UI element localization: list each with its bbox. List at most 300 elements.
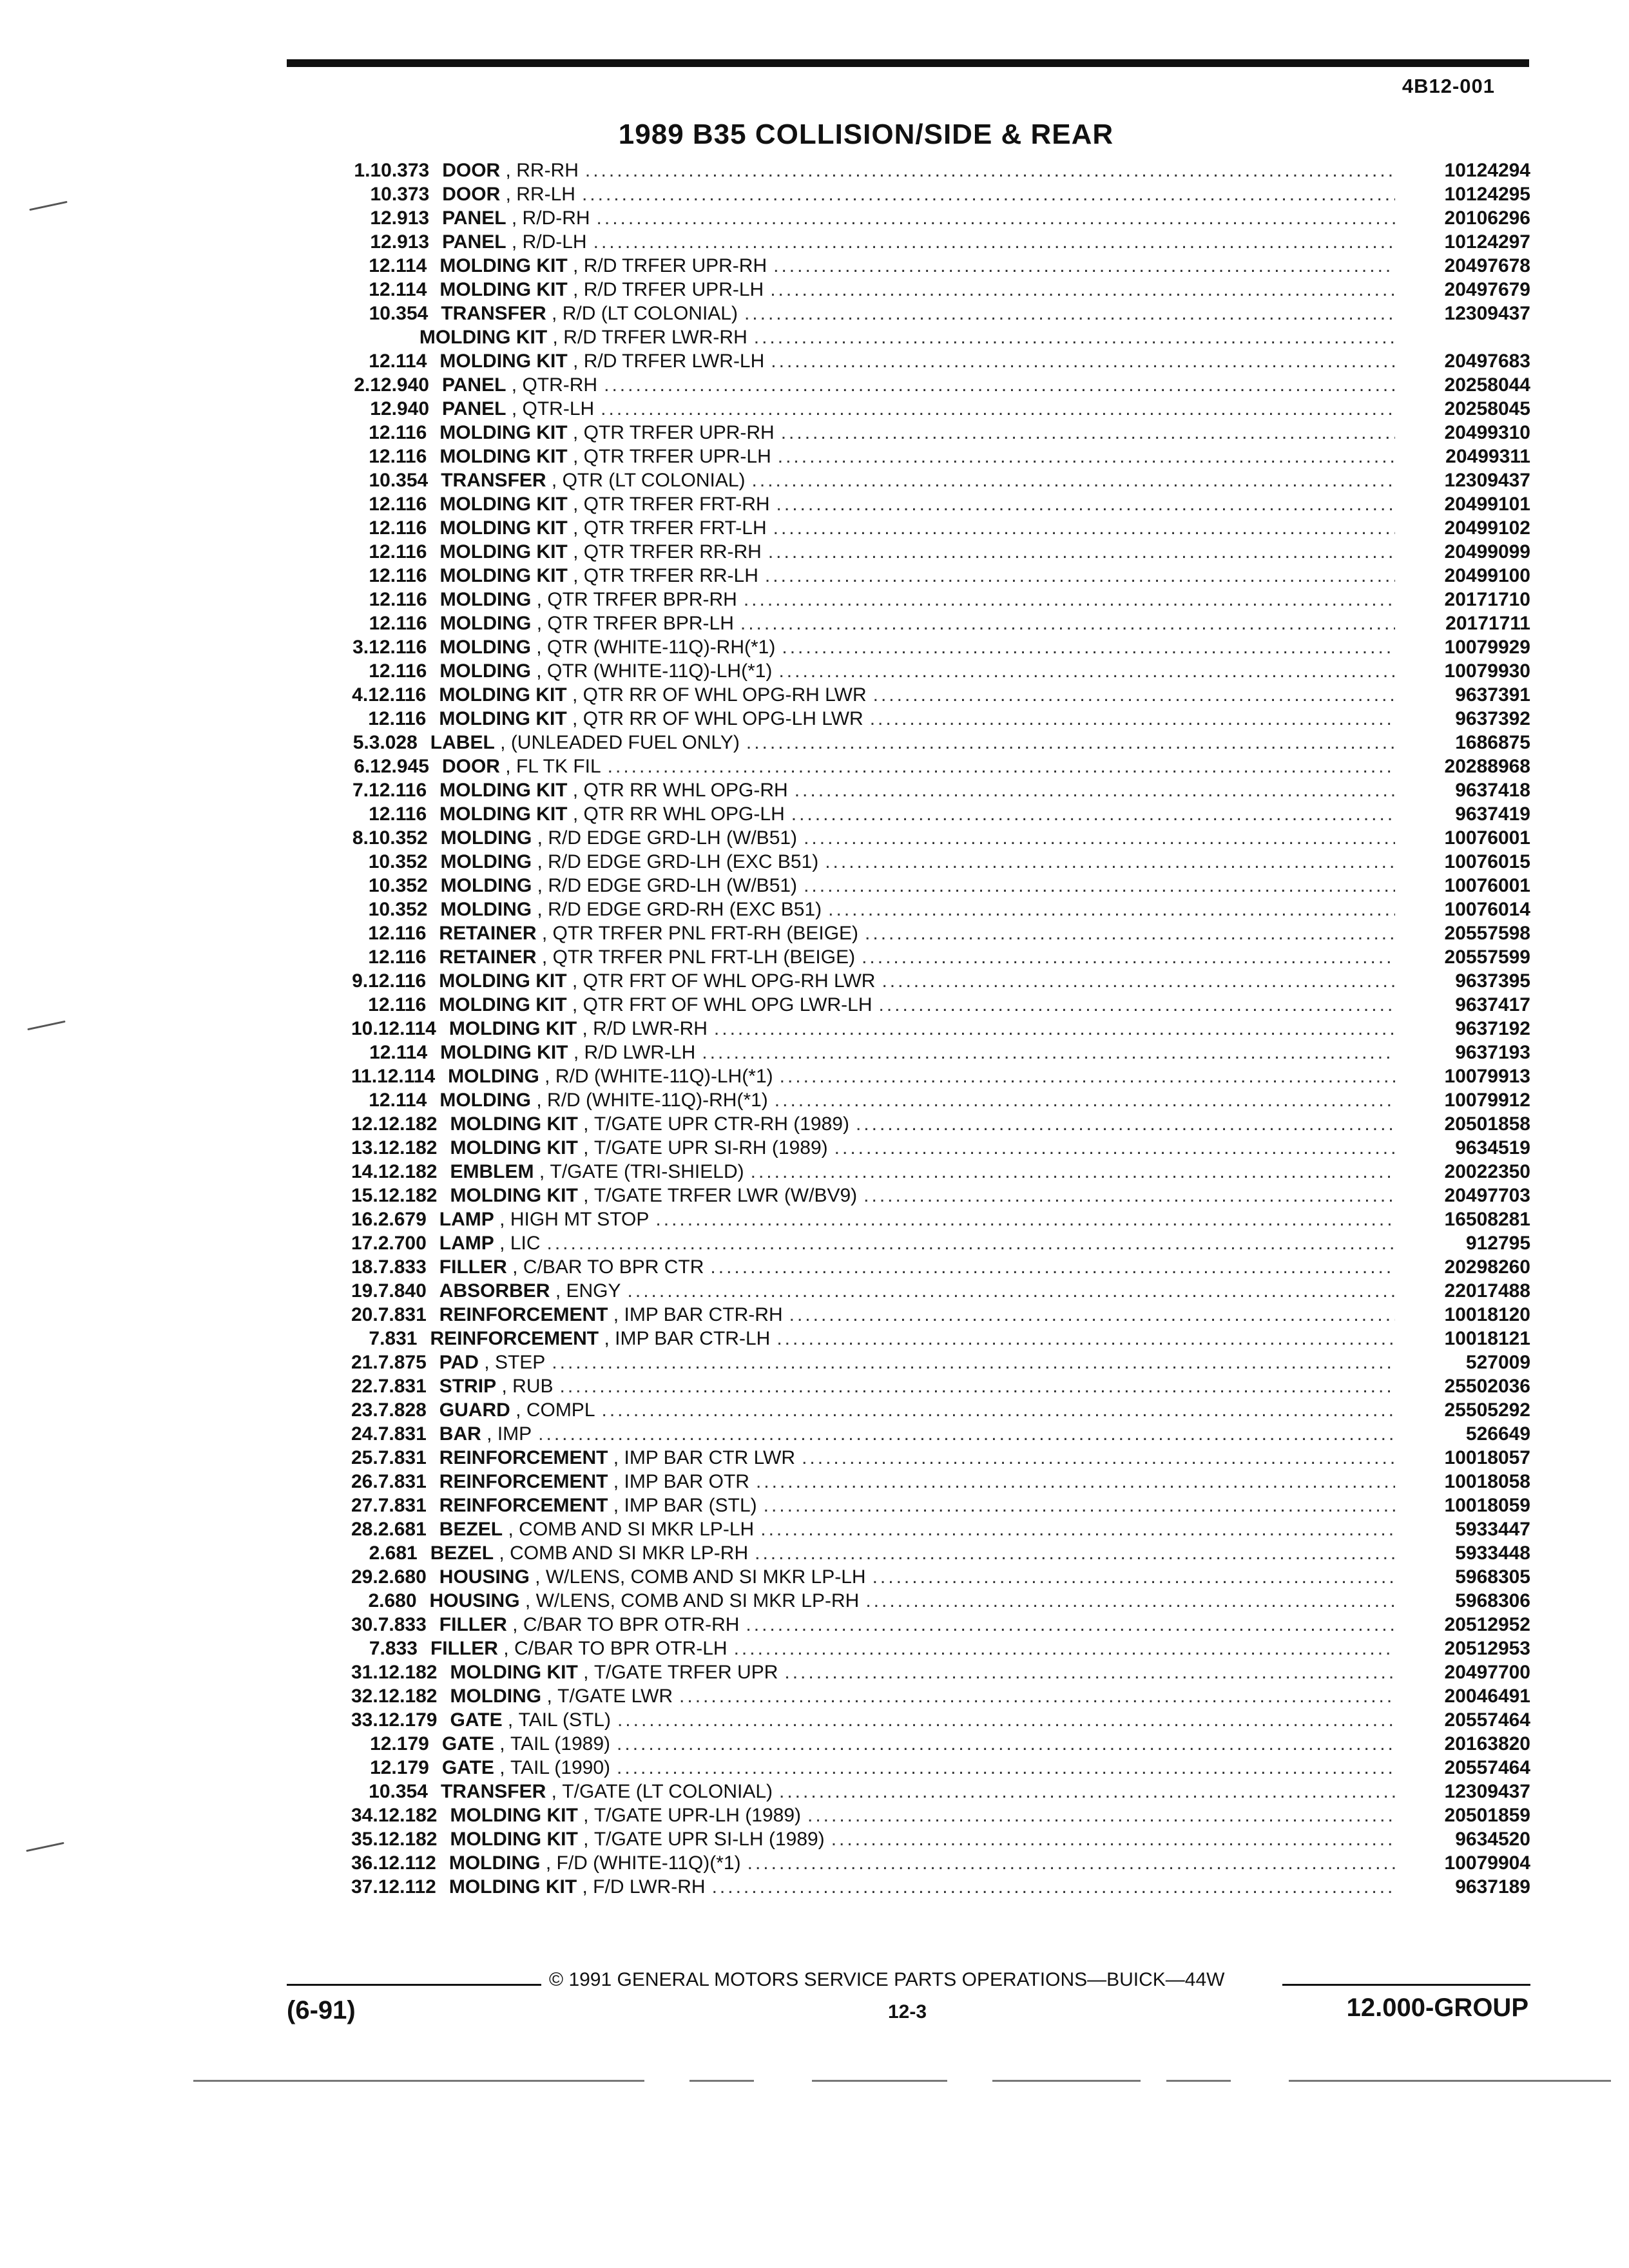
name-separator: , <box>500 184 517 205</box>
part-row <box>351 1851 1530 1875</box>
part-qualifier: C/BAR TO BPR CTR <box>523 1256 704 1278</box>
dot-leader <box>789 1303 1395 1327</box>
name-separator: , <box>608 1447 624 1468</box>
part-description <box>439 921 1402 945</box>
part-description <box>419 325 1402 349</box>
part-name: MOLDING KIT <box>419 327 548 348</box>
dot-leader <box>764 1494 1395 1517</box>
group-number: 7.833 <box>369 1638 418 1659</box>
dot-leader <box>775 1088 1395 1112</box>
item-ref-number: 37. <box>351 1876 378 1898</box>
part-qualifier: IMP BAR CTR LWR <box>624 1447 796 1468</box>
item-ref-number: 25. <box>351 1447 378 1468</box>
dot-leader <box>778 445 1395 468</box>
part-row <box>351 159 1530 182</box>
part-description <box>439 969 1402 993</box>
name-separator: , <box>567 541 584 562</box>
part-description <box>442 754 1402 778</box>
part-name: BAR <box>439 1423 481 1445</box>
dot-leader <box>770 278 1395 302</box>
part-name: REINFORCEMENT <box>439 1495 608 1516</box>
part-row <box>351 1088 1530 1112</box>
dot-leader <box>865 921 1395 945</box>
group-number: 12.116 <box>369 446 427 467</box>
scan-artifact-line <box>992 2080 1141 2082</box>
part-description <box>439 278 1402 302</box>
item-ref-number: 26. <box>351 1471 378 1492</box>
dot-leader <box>754 325 1395 349</box>
part-qualifier: R/D TRFER UPR-LH <box>583 279 764 300</box>
name-separator: , <box>577 1805 594 1826</box>
part-row <box>351 802 1530 826</box>
part-row <box>351 325 1530 349</box>
group-number: 10.354 <box>369 1781 428 1802</box>
part-description <box>442 206 1402 230</box>
name-separator: , <box>494 1542 510 1564</box>
part-qualifier: T/GATE (TRI-SHIELD) <box>550 1161 744 1182</box>
name-separator: , <box>532 851 548 872</box>
group-number: 12.945 <box>370 756 429 777</box>
footer-rule-left <box>287 1984 541 1986</box>
part-number: 20499099 <box>1444 541 1530 562</box>
name-separator: , <box>497 1638 514 1659</box>
part-name: BEZEL <box>439 1519 503 1540</box>
name-separator: , <box>530 637 547 658</box>
dot-leader <box>863 1184 1395 1207</box>
dot-leader <box>655 1207 1395 1231</box>
group-number: 12.182 <box>378 1686 438 1707</box>
dot-leader <box>778 659 1395 683</box>
part-name: MOLDING KIT <box>450 1829 578 1850</box>
part-name: MOLDING <box>448 1066 539 1087</box>
part-number: 20497683 <box>1444 351 1530 372</box>
name-separator: , <box>546 470 563 491</box>
part-name: REINFORCEMENT <box>439 1471 608 1492</box>
dot-leader <box>744 588 1395 611</box>
part-qualifier: QTR-LH <box>522 398 595 419</box>
group-number: 2.700 <box>378 1233 427 1254</box>
dot-leader <box>873 683 1395 707</box>
part-name: GUARD <box>439 1399 510 1421</box>
part-description <box>439 254 1402 278</box>
name-separator: , <box>506 1256 523 1278</box>
dot-leader <box>710 1255 1395 1279</box>
item-ref-number: 31. <box>351 1662 378 1683</box>
dot-leader <box>756 1470 1395 1494</box>
part-description <box>441 826 1402 850</box>
part-number: 10079912 <box>1444 1090 1530 1111</box>
part-row <box>351 1184 1530 1207</box>
name-separator: , <box>567 565 584 586</box>
group-number: 12.112 <box>378 1852 436 1874</box>
group-number: 12.116 <box>368 947 427 968</box>
part-row <box>351 1494 1530 1517</box>
group-number: 10.373 <box>370 160 430 181</box>
part-number: 20512953 <box>1444 1638 1530 1659</box>
part-row <box>351 492 1530 516</box>
part-row <box>351 1255 1530 1279</box>
punch-hole-mark <box>27 1021 65 1030</box>
part-number: 10124294 <box>1444 160 1530 181</box>
name-separator: , <box>499 756 516 777</box>
part-number: 9637417 <box>1455 994 1530 1015</box>
part-name: MOLDING KIT <box>448 1876 577 1898</box>
part-row <box>351 826 1530 850</box>
name-separator: , <box>531 589 548 610</box>
scan-artifact-line <box>193 2080 644 2082</box>
part-qualifier: QTR (WHITE-11Q)-LH(*1) <box>546 660 773 682</box>
part-description <box>439 778 1402 802</box>
part-number: 5933448 <box>1455 1542 1530 1564</box>
part-name: MOLDING <box>439 613 532 634</box>
part-number: 20171710 <box>1444 589 1530 610</box>
part-name: MOLDING <box>440 827 532 849</box>
group-number: 7.875 <box>378 1352 427 1373</box>
part-row <box>351 1207 1530 1231</box>
part-qualifier: T/GATE UPR-LH (1989) <box>593 1805 801 1826</box>
part-qualifier: TAIL (1989) <box>510 1733 611 1754</box>
item-ref-number: 19. <box>351 1280 378 1302</box>
part-row <box>351 874 1530 898</box>
group-number: 12.182 <box>378 1113 438 1135</box>
part-name: MOLDING <box>439 589 532 610</box>
dot-leader <box>834 1136 1395 1160</box>
part-qualifier: T/GATE UPR CTR-RH (1989) <box>593 1113 849 1135</box>
part-number: 12309437 <box>1444 303 1530 324</box>
part-description <box>439 1374 1402 1398</box>
part-name: PANEL <box>442 398 506 419</box>
part-name: MOLDING <box>440 875 532 896</box>
part-number: 20557464 <box>1444 1709 1530 1731</box>
item-ref-number: 23. <box>351 1399 378 1421</box>
dot-leader <box>601 397 1395 421</box>
item-ref-number: 34. <box>351 1805 378 1826</box>
group-number: 2.681 <box>378 1519 427 1540</box>
part-qualifier: R/D EDGE GRD-RH (EXC B51) <box>548 899 822 920</box>
name-separator: , <box>506 231 523 253</box>
group-number: 7.831 <box>378 1376 427 1397</box>
group-label: 12.000-GROUP <box>1346 1994 1528 2022</box>
part-description <box>450 1160 1402 1184</box>
part-number: 20497678 <box>1444 255 1530 276</box>
part-qualifier: QTR TRFER PNL FRT-LH (BEIGE) <box>552 947 856 968</box>
dot-leader <box>773 516 1395 540</box>
document-code: 4B12-001 <box>1402 75 1495 97</box>
part-number: 10076015 <box>1444 851 1530 872</box>
name-separator: , <box>532 899 548 920</box>
part-name: MOLDING <box>450 1686 542 1707</box>
part-qualifier: COMB AND SI MKR LP-RH <box>510 1542 749 1564</box>
group-number: 12.116 <box>369 589 427 610</box>
item-ref-number: 7. <box>352 780 369 801</box>
dot-leader <box>602 1398 1396 1422</box>
part-name: REINFORCEMENT <box>439 1447 608 1468</box>
name-separator: , <box>506 374 523 396</box>
part-number: 20557464 <box>1444 1757 1530 1778</box>
part-row <box>351 254 1530 278</box>
part-qualifier: QTR RR WHL OPG-RH <box>583 780 788 801</box>
dot-leader <box>617 1756 1395 1780</box>
name-separator: , <box>502 1709 519 1731</box>
part-description <box>450 1184 1402 1207</box>
part-number: 20499311 <box>1445 446 1530 467</box>
part-name: MOLDING KIT <box>439 994 567 1015</box>
dot-leader <box>795 778 1395 802</box>
part-description <box>442 397 1402 421</box>
item-ref-number: 6. <box>354 756 371 777</box>
item-ref-number: 24. <box>351 1423 378 1445</box>
part-number: 20497679 <box>1444 279 1530 300</box>
dot-leader <box>751 1160 1395 1184</box>
part-qualifier: QTR TRFER BPR-LH <box>547 613 734 634</box>
group-number: 12.114 <box>369 351 427 372</box>
part-qualifier: R/D EDGE GRD-LH (W/B51) <box>548 875 798 896</box>
name-separator: , <box>500 160 517 181</box>
part-number: 9637395 <box>1455 970 1530 992</box>
name-separator: , <box>532 827 548 849</box>
part-number: 9637192 <box>1455 1018 1530 1039</box>
dot-leader <box>712 1875 1395 1899</box>
part-name: PANEL <box>442 207 506 229</box>
part-number: 20497703 <box>1444 1185 1530 1206</box>
part-qualifier: T/GATE TRFER LWR (W/BV9) <box>593 1185 858 1206</box>
group-number: 12.182 <box>378 1185 438 1206</box>
part-description <box>439 945 1402 969</box>
group-number: 10.352 <box>368 851 428 872</box>
part-qualifier: STEP <box>494 1352 546 1373</box>
name-separator: , <box>503 1519 519 1540</box>
part-number: 10018121 <box>1444 1328 1530 1349</box>
part-name: HOUSING <box>429 1590 520 1611</box>
part-qualifier: QTR RR OF WHL OPG-LH LWR <box>583 708 863 729</box>
group-number: 12.116 <box>369 565 427 586</box>
group-number: 7.831 <box>378 1447 427 1468</box>
part-description <box>430 731 1402 754</box>
dot-leader <box>608 754 1395 778</box>
part-number: 5968306 <box>1455 1590 1530 1611</box>
dot-leader <box>791 802 1395 826</box>
part-name: MOLDING KIT <box>439 494 568 515</box>
part-name: MOLDING <box>439 1090 532 1111</box>
dot-leader <box>781 421 1395 445</box>
group-number: 12.116 <box>368 923 427 944</box>
name-separator: , <box>510 1399 526 1421</box>
group-number: 2.680 <box>378 1566 427 1588</box>
page-number: 12-3 <box>888 2001 927 2023</box>
part-qualifier: R/D TRFER LWR-RH <box>563 327 747 348</box>
part-qualifier: QTR TRFER FRT-LH <box>583 517 767 539</box>
dot-leader <box>831 1827 1395 1851</box>
part-number: 25502036 <box>1444 1376 1530 1397</box>
part-name: MOLDING KIT <box>439 803 568 825</box>
part-description <box>439 1446 1402 1470</box>
part-number: 10018059 <box>1444 1495 1530 1516</box>
part-qualifier: FL TK FIL <box>516 756 601 777</box>
group-number: 12.116 <box>369 803 427 825</box>
part-name: MOLDING KIT <box>450 1113 578 1135</box>
part-row <box>351 1708 1530 1732</box>
group-number: 10.354 <box>369 303 429 324</box>
dot-leader <box>865 1589 1395 1613</box>
part-description <box>439 707 1402 731</box>
item-ref-number: 22. <box>351 1376 378 1397</box>
name-separator: , <box>566 970 583 992</box>
part-qualifier: C/BAR TO BPR OTR-LH <box>514 1638 728 1659</box>
part-row <box>351 1803 1530 1827</box>
part-number: 20046491 <box>1444 1686 1530 1707</box>
group-number: 2.679 <box>378 1209 427 1230</box>
dot-leader <box>782 635 1395 659</box>
item-ref-number: 8. <box>352 827 369 849</box>
name-separator: , <box>577 1185 594 1206</box>
dot-leader <box>879 993 1396 1017</box>
part-name: MOLDING KIT <box>448 1018 577 1039</box>
group-number: 12.940 <box>370 398 430 419</box>
part-description <box>439 1470 1402 1494</box>
item-ref-number: 35. <box>351 1829 378 1850</box>
dot-leader <box>856 1112 1395 1136</box>
part-row <box>351 683 1530 707</box>
part-name: REINFORCEMENT <box>439 1304 608 1325</box>
name-separator: , <box>494 1757 510 1778</box>
part-row <box>351 1470 1530 1494</box>
part-qualifier: QTR (WHITE-11Q)-RH(*1) <box>546 637 776 658</box>
part-description <box>439 1088 1402 1112</box>
part-qualifier: QTR TRFER RR-RH <box>583 541 762 562</box>
item-ref-number: 13. <box>351 1137 378 1158</box>
dot-leader <box>617 1732 1395 1756</box>
part-row <box>351 1064 1530 1088</box>
part-number: 10018058 <box>1444 1471 1530 1492</box>
part-row <box>351 1732 1530 1756</box>
parts-list <box>351 159 1530 1899</box>
name-separator: , <box>531 1090 548 1111</box>
part-row <box>351 1279 1530 1303</box>
part-number: 20106296 <box>1444 207 1530 229</box>
name-separator: , <box>536 923 553 944</box>
name-separator: , <box>577 1662 594 1683</box>
name-separator: , <box>494 1233 510 1254</box>
part-row <box>351 611 1530 635</box>
part-name: LABEL <box>430 732 495 753</box>
part-number: 10079904 <box>1444 1852 1530 1874</box>
punch-hole-mark <box>26 1842 64 1852</box>
item-ref-number: 29. <box>351 1566 378 1588</box>
name-separator: , <box>494 1733 510 1754</box>
part-number: 10079929 <box>1444 637 1530 658</box>
name-separator: , <box>566 994 583 1015</box>
name-separator: , <box>530 660 547 682</box>
part-qualifier: T/GATE UPR SI-RH (1989) <box>593 1137 828 1158</box>
group-number: 10.373 <box>370 184 430 205</box>
part-name: DOOR <box>442 160 501 181</box>
part-number: 526649 <box>1465 1423 1530 1445</box>
part-qualifier: T/GATE TRFER UPR <box>593 1662 778 1683</box>
part-description <box>439 802 1402 826</box>
part-name: MOLDING KIT <box>439 422 568 443</box>
name-separator: , <box>541 1686 558 1707</box>
part-row <box>351 540 1530 564</box>
part-name: MOLDING KIT <box>439 446 568 467</box>
group-number: 12.116 <box>369 637 427 658</box>
name-separator: , <box>519 1590 536 1611</box>
part-row <box>351 230 1530 254</box>
part-qualifier: F/D LWR-RH <box>593 1876 706 1898</box>
dot-leader <box>604 373 1395 397</box>
group-number: 12.179 <box>370 1733 429 1754</box>
group-number: 7.831 <box>378 1495 427 1516</box>
part-qualifier: W/LENS, COMB AND SI MKR LP-LH <box>545 1566 866 1588</box>
part-description <box>439 1350 1402 1374</box>
part-qualifier: ENGY <box>566 1280 621 1302</box>
part-description <box>439 683 1402 707</box>
part-name: MOLDING KIT <box>450 1185 578 1206</box>
part-description <box>439 492 1402 516</box>
part-number: 20557598 <box>1444 923 1530 944</box>
name-separator: , <box>550 1280 566 1302</box>
part-number: 9637418 <box>1455 780 1530 801</box>
item-ref-number: 5. <box>352 732 369 753</box>
name-separator: , <box>481 1423 497 1445</box>
part-description <box>439 1422 1402 1446</box>
name-separator: , <box>577 1113 594 1135</box>
name-separator: , <box>547 327 564 348</box>
part-description <box>450 1136 1402 1160</box>
dot-leader <box>547 1231 1396 1255</box>
part-name: MOLDING KIT <box>439 279 568 300</box>
part-row <box>351 1136 1530 1160</box>
part-qualifier: RUB <box>512 1376 554 1397</box>
part-name: RETAINER <box>439 923 537 944</box>
item-ref-number: 18. <box>351 1256 378 1278</box>
revision-date: (6-91) <box>287 1996 356 2024</box>
name-separator: , <box>577 1018 593 1039</box>
part-qualifier: IMP BAR CTR-RH <box>624 1304 783 1325</box>
part-name: TRANSFER <box>441 470 546 491</box>
part-qualifier: QTR TRFER RR-LH <box>583 565 758 586</box>
dot-leader <box>744 302 1395 325</box>
part-number: 20499310 <box>1444 422 1530 443</box>
part-number: 20499100 <box>1444 565 1530 586</box>
item-ref-number: 3. <box>352 637 369 658</box>
dot-leader <box>740 611 1395 635</box>
part-description <box>439 1231 1402 1255</box>
group-number: 7.831 <box>378 1423 427 1445</box>
part-row <box>351 850 1530 874</box>
part-number: 1686875 <box>1455 732 1530 753</box>
dot-leader <box>784 1660 1395 1684</box>
part-description <box>439 1207 1402 1231</box>
part-row <box>351 397 1530 421</box>
part-name: TRANSFER <box>441 303 546 324</box>
part-number: 527009 <box>1465 1352 1530 1373</box>
part-number: 9637391 <box>1455 684 1530 706</box>
part-row <box>351 778 1530 802</box>
name-separator: , <box>546 1781 563 1802</box>
part-number: 9634520 <box>1455 1829 1530 1850</box>
part-description <box>439 1517 1402 1541</box>
group-number: 12.116 <box>368 708 427 729</box>
group-number: 12.116 <box>369 422 427 443</box>
footer-rule-right <box>1282 1984 1530 1986</box>
part-description <box>430 1589 1402 1613</box>
part-description <box>450 1660 1402 1684</box>
group-number: 12.114 <box>369 1090 427 1111</box>
item-ref-number: 1. <box>354 160 371 181</box>
part-qualifier: COMPL <box>526 1399 595 1421</box>
item-ref-number: 10. <box>351 1018 378 1039</box>
dot-leader <box>679 1684 1395 1708</box>
